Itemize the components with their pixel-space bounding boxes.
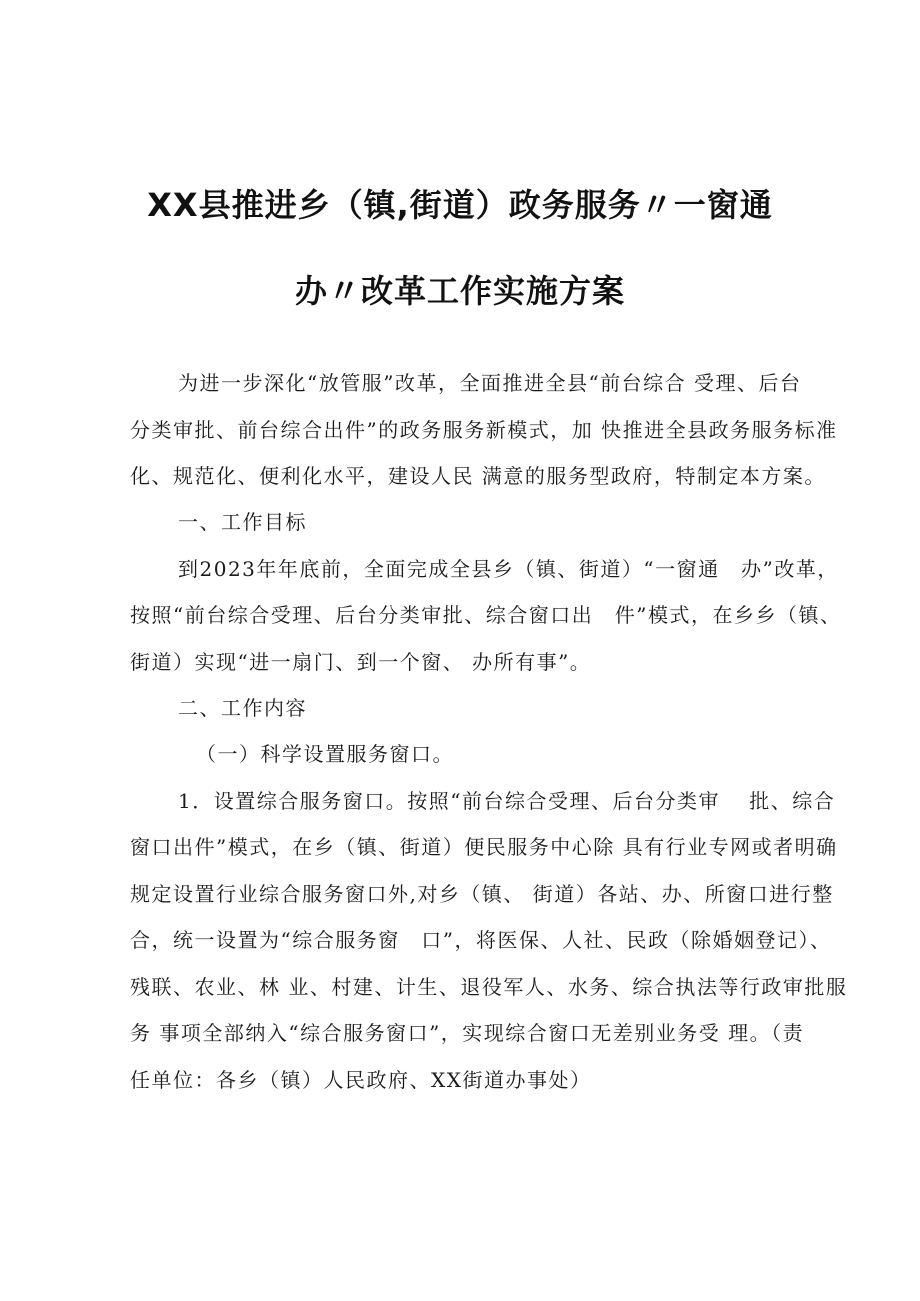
paragraph-line: 分类审批、前台综合出件”的政务服务新模式，加 快推进全县政务服务标准 <box>130 418 838 442</box>
document-title-line-1: XX县推进乡（镇,街道）政务服务〃一窗通 <box>147 186 773 224</box>
paragraph-line: 任单位：各乡（镇）人民政府、XX街道办事处） <box>130 1068 592 1092</box>
paragraph-line: 1．设置综合服务窗口。按照“前台综合受理、后台分类审 批、综合 <box>178 789 836 813</box>
paragraph-line: 规定设置行业综合服务窗口外,对乡（镇、 街道）各站、办、所窗口进行整 <box>130 882 834 906</box>
paragraph-line: 窗口出件”模式，在乡（镇、街道）便民服务中心除 具有行业专网或者明确 <box>130 835 838 859</box>
paragraph-line: 按照“前台综合受理、后台分类审批、综合窗口出 件”模式，在乡乡（镇、 <box>130 603 842 627</box>
paragraph-line: 合，统一设置为“综合服务窗 口”，将医保、人社、民政（除婚姻登记）、 <box>130 928 832 952</box>
document-title-line-2: 办〃改革工作实施方案 <box>294 272 625 310</box>
paragraph-line: 残联、农业、林 业、村建、计生、退役军人、水务、综合执法等行政审批服 <box>130 975 848 999</box>
paragraph-line: 到2023年年底前，全面完成全县乡（镇、街道）“一窗通 办”改革， <box>178 557 839 581</box>
section-heading-goal: 一、工作目标 <box>178 510 307 534</box>
paragraph-line: 务 事项全部纳入“综合服务窗口”，实现综合窗口无差别业务受 理。（责 <box>130 1021 805 1045</box>
paragraph-line: 为进一步深化“放管服”改革，全面推进全县“前台综合 受理、后台 <box>178 371 802 395</box>
subsection-heading: （一）科学设置服务窗口。 <box>196 742 454 766</box>
paragraph-line: 街道）实现“进一扇门、到一个窗、 办所有事”。 <box>130 650 592 674</box>
section-heading-content: 二、工作内容 <box>178 696 307 720</box>
paragraph-line: 化、规范化、便利化水平，建设人民 满意的服务型政府，特制定本方案。 <box>130 464 826 488</box>
